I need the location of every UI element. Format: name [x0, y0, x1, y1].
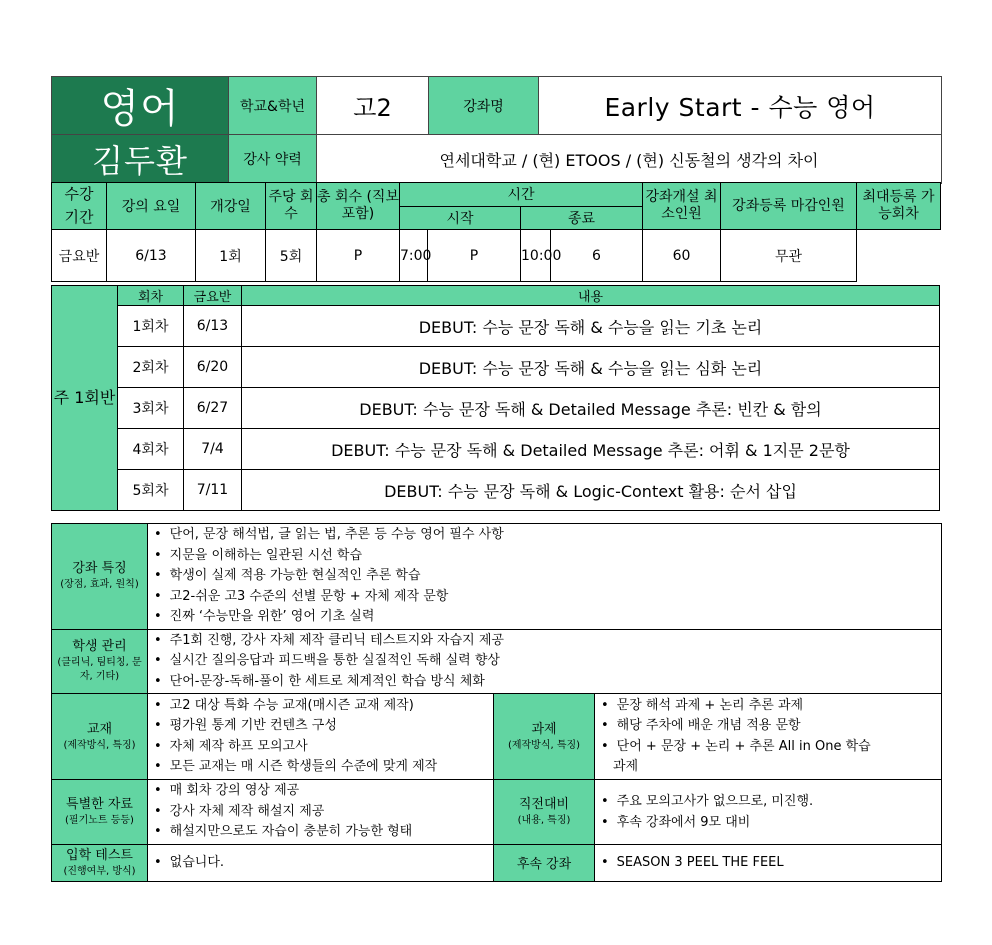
session-topic: DEBUT: 수능 문장 독해 & Detailed Message 추론: 빈칸 & 함의 — [242, 388, 940, 429]
list-item: • 문장 해석 과제 + 논리 추론 과제 — [601, 696, 941, 717]
mgmt-sub: (클리닉, 팀티칭, 문자, 기타) — [57, 657, 142, 683]
mgmt-list — [148, 629, 942, 694]
session-date: 7/11 — [184, 470, 242, 511]
total-value: 5회 — [266, 230, 317, 282]
entry-label: 입학 테스트 — [66, 847, 133, 863]
list-item: • 주요 모의고사가 없으므로, 미진행. — [601, 791, 941, 812]
sessions-table — [51, 285, 940, 511]
max-value: 60 — [643, 230, 721, 282]
features-sub: (장점, 효과, 원칙) — [60, 579, 139, 591]
col-weekly: 주당 회수 — [266, 183, 317, 230]
entry-cell — [52, 844, 148, 881]
mgmt-cell — [52, 629, 148, 694]
textbook-list — [148, 694, 494, 780]
list-item: • 실시간 질의응답과 피드백을 통한 실질적인 독해 실력 향상 — [154, 651, 941, 672]
col-maxreg: 최대등록 가능회차 — [857, 183, 941, 230]
header-table — [51, 76, 942, 184]
session-no: 3회차 — [118, 388, 184, 429]
col-session-no: 회차 — [118, 286, 184, 306]
list-item: • 해설지만으로도 자습이 충분히 가능한 형태 — [154, 822, 493, 843]
start-ampm: P — [317, 230, 400, 282]
homework-list — [595, 694, 942, 780]
entry-list — [148, 844, 494, 881]
session-no: 4회차 — [118, 429, 184, 470]
teacher-name: 김두환 — [52, 135, 229, 184]
list-item: • 학생이 실제 적용 가능한 현실적인 추론 학습 — [154, 566, 941, 587]
homework-sub: (제작방식, 특징) — [507, 739, 581, 751]
homework-cell — [494, 694, 595, 780]
special-list — [148, 780, 494, 845]
session-topic: DEBUT: 수능 문장 독해 & 수능을 읽는 기초 논리 — [242, 306, 940, 347]
list-item: • 매 회차 강의 영상 제공 — [154, 781, 493, 802]
grade-value: 고2 — [317, 77, 429, 135]
list-item: • 단어, 문장 해석법, 글 읽는 법, 추론 등 수능 영어 필수 사항 — [154, 525, 941, 546]
end-ampm: P — [428, 230, 521, 282]
follow-list — [595, 844, 942, 881]
prep-list — [595, 780, 942, 845]
list-item: • 평가원 통계 기반 컨텐츠 구성 — [154, 716, 493, 737]
prep-label: 직전대비 — [518, 796, 570, 812]
session-topic: DEBUT: 수능 문장 독해 & Logic-Context 활용: 순서 삽입 — [242, 470, 940, 511]
subject: 영어 — [52, 77, 229, 135]
special-label: 특별한 자료 — [66, 796, 133, 812]
weekly-value: 1회 — [196, 230, 266, 282]
open-value: 6/13 — [107, 230, 196, 282]
textbook-label: 교재 — [86, 721, 113, 737]
session-topic: DEBUT: 수능 문장 독해 & 수능을 읽는 심화 논리 — [242, 347, 940, 388]
list-item: • 없습니다. — [154, 852, 493, 873]
col-total: 총 회수 (직보포함) — [317, 183, 400, 230]
special-cell — [52, 780, 148, 845]
list-item: • 진짜 ‘수능만을 위한’ 영어 기초 실력 — [154, 607, 941, 628]
list-item: • 강사 자체 제작 해설지 제공 — [154, 802, 493, 823]
grade-label: 학교&학년 — [229, 77, 317, 135]
day-value: 금요반 — [52, 230, 107, 282]
follow-label: 후속 강좌 — [494, 844, 595, 881]
col-session-content: 내용 — [242, 286, 940, 306]
special-sub: (필기노트 등등) — [65, 814, 134, 826]
list-item: • 해당 주차에 배운 개념 적용 문항 — [601, 716, 941, 737]
career-label: 강사 약력 — [229, 135, 317, 184]
features-label: 강좌 특징 — [72, 561, 127, 577]
prep-sub: (내용, 특징) — [517, 814, 571, 826]
textbook-cell — [52, 694, 148, 780]
list-item: • SEASON 3 PEEL THE FEEL — [601, 852, 941, 873]
features-cell — [52, 524, 148, 630]
col-max: 강좌등록 마감인원 — [721, 183, 857, 230]
session-topic: DEBUT: 수능 문장 독해 & Detailed Message 추론: 어휘 & 1지문 2문항 — [242, 429, 940, 470]
details-table — [51, 523, 942, 882]
col-end: 종료 — [521, 206, 643, 230]
entry-sub: (진행여부, 방식) — [63, 865, 136, 877]
col-min: 강좌개설 최소인원 — [643, 183, 721, 230]
mgmt-label: 학생 관리 — [72, 639, 127, 655]
features-list — [148, 524, 942, 630]
start-value: 7:00 — [400, 230, 428, 282]
career-value: 연세대학교 / (현) ETOOS / (현) 신동철의 생각의 차이 — [317, 135, 942, 184]
session-no: 5회차 — [118, 470, 184, 511]
list-item: • 고2 대상 특화 수능 교재(매시즌 교재 제작) — [154, 696, 493, 717]
list-item-continuation: 과제 — [613, 759, 639, 774]
session-date: 7/4 — [184, 429, 242, 470]
session-date: 6/27 — [184, 388, 242, 429]
maxreg-value: 무관 — [721, 230, 857, 282]
list-item: • 후속 강좌에서 9모 대비 — [601, 812, 941, 833]
col-open: 개강일 — [196, 183, 266, 230]
list-item: • 고2-쉬운 고3 수준의 선별 문항 + 자체 제작 문항 — [154, 587, 941, 608]
list-item: • 단어 + 문장 + 논리 + 추론 All in One 학습 — [601, 737, 941, 758]
textbook-sub: (제작방식, 특징) — [63, 739, 136, 751]
homework-label: 과제 — [531, 721, 557, 737]
col-start: 시작 — [400, 206, 521, 230]
prep-cell — [494, 780, 595, 845]
session-date: 6/13 — [184, 306, 242, 347]
course-title: Early Start - 수능 영어 — [539, 77, 942, 135]
list-item: • 자체 제작 하프 모의고사 — [154, 737, 493, 758]
session-no: 1회차 — [118, 306, 184, 347]
session-no: 2회차 — [118, 347, 184, 388]
list-item: • 지문을 이해하는 일관된 시선 학습 — [154, 546, 941, 567]
sessions-side-label: 주 1회반 — [52, 286, 118, 511]
col-time: 시간 — [400, 183, 643, 207]
col-session-date: 금요반 — [184, 286, 242, 306]
col-day: 강의 요일 — [107, 183, 196, 230]
min-value: 6 — [551, 230, 643, 282]
schedule-table — [51, 182, 941, 282]
end-value: 10:00 — [521, 230, 551, 282]
session-date: 6/20 — [184, 347, 242, 388]
period-label: 수강 기간 — [52, 183, 107, 230]
list-item: • 단어-문장-독해-풀이 한 세트로 체계적인 학습 방식 체화 — [154, 672, 941, 693]
course-label: 강좌명 — [429, 77, 539, 135]
list-item: • 주1회 진행, 강사 자체 제작 클리닉 테스트지와 자습지 제공 — [154, 631, 941, 652]
list-item: • 모든 교재는 매 시즌 학생들의 수준에 맞게 제작 — [154, 757, 493, 778]
